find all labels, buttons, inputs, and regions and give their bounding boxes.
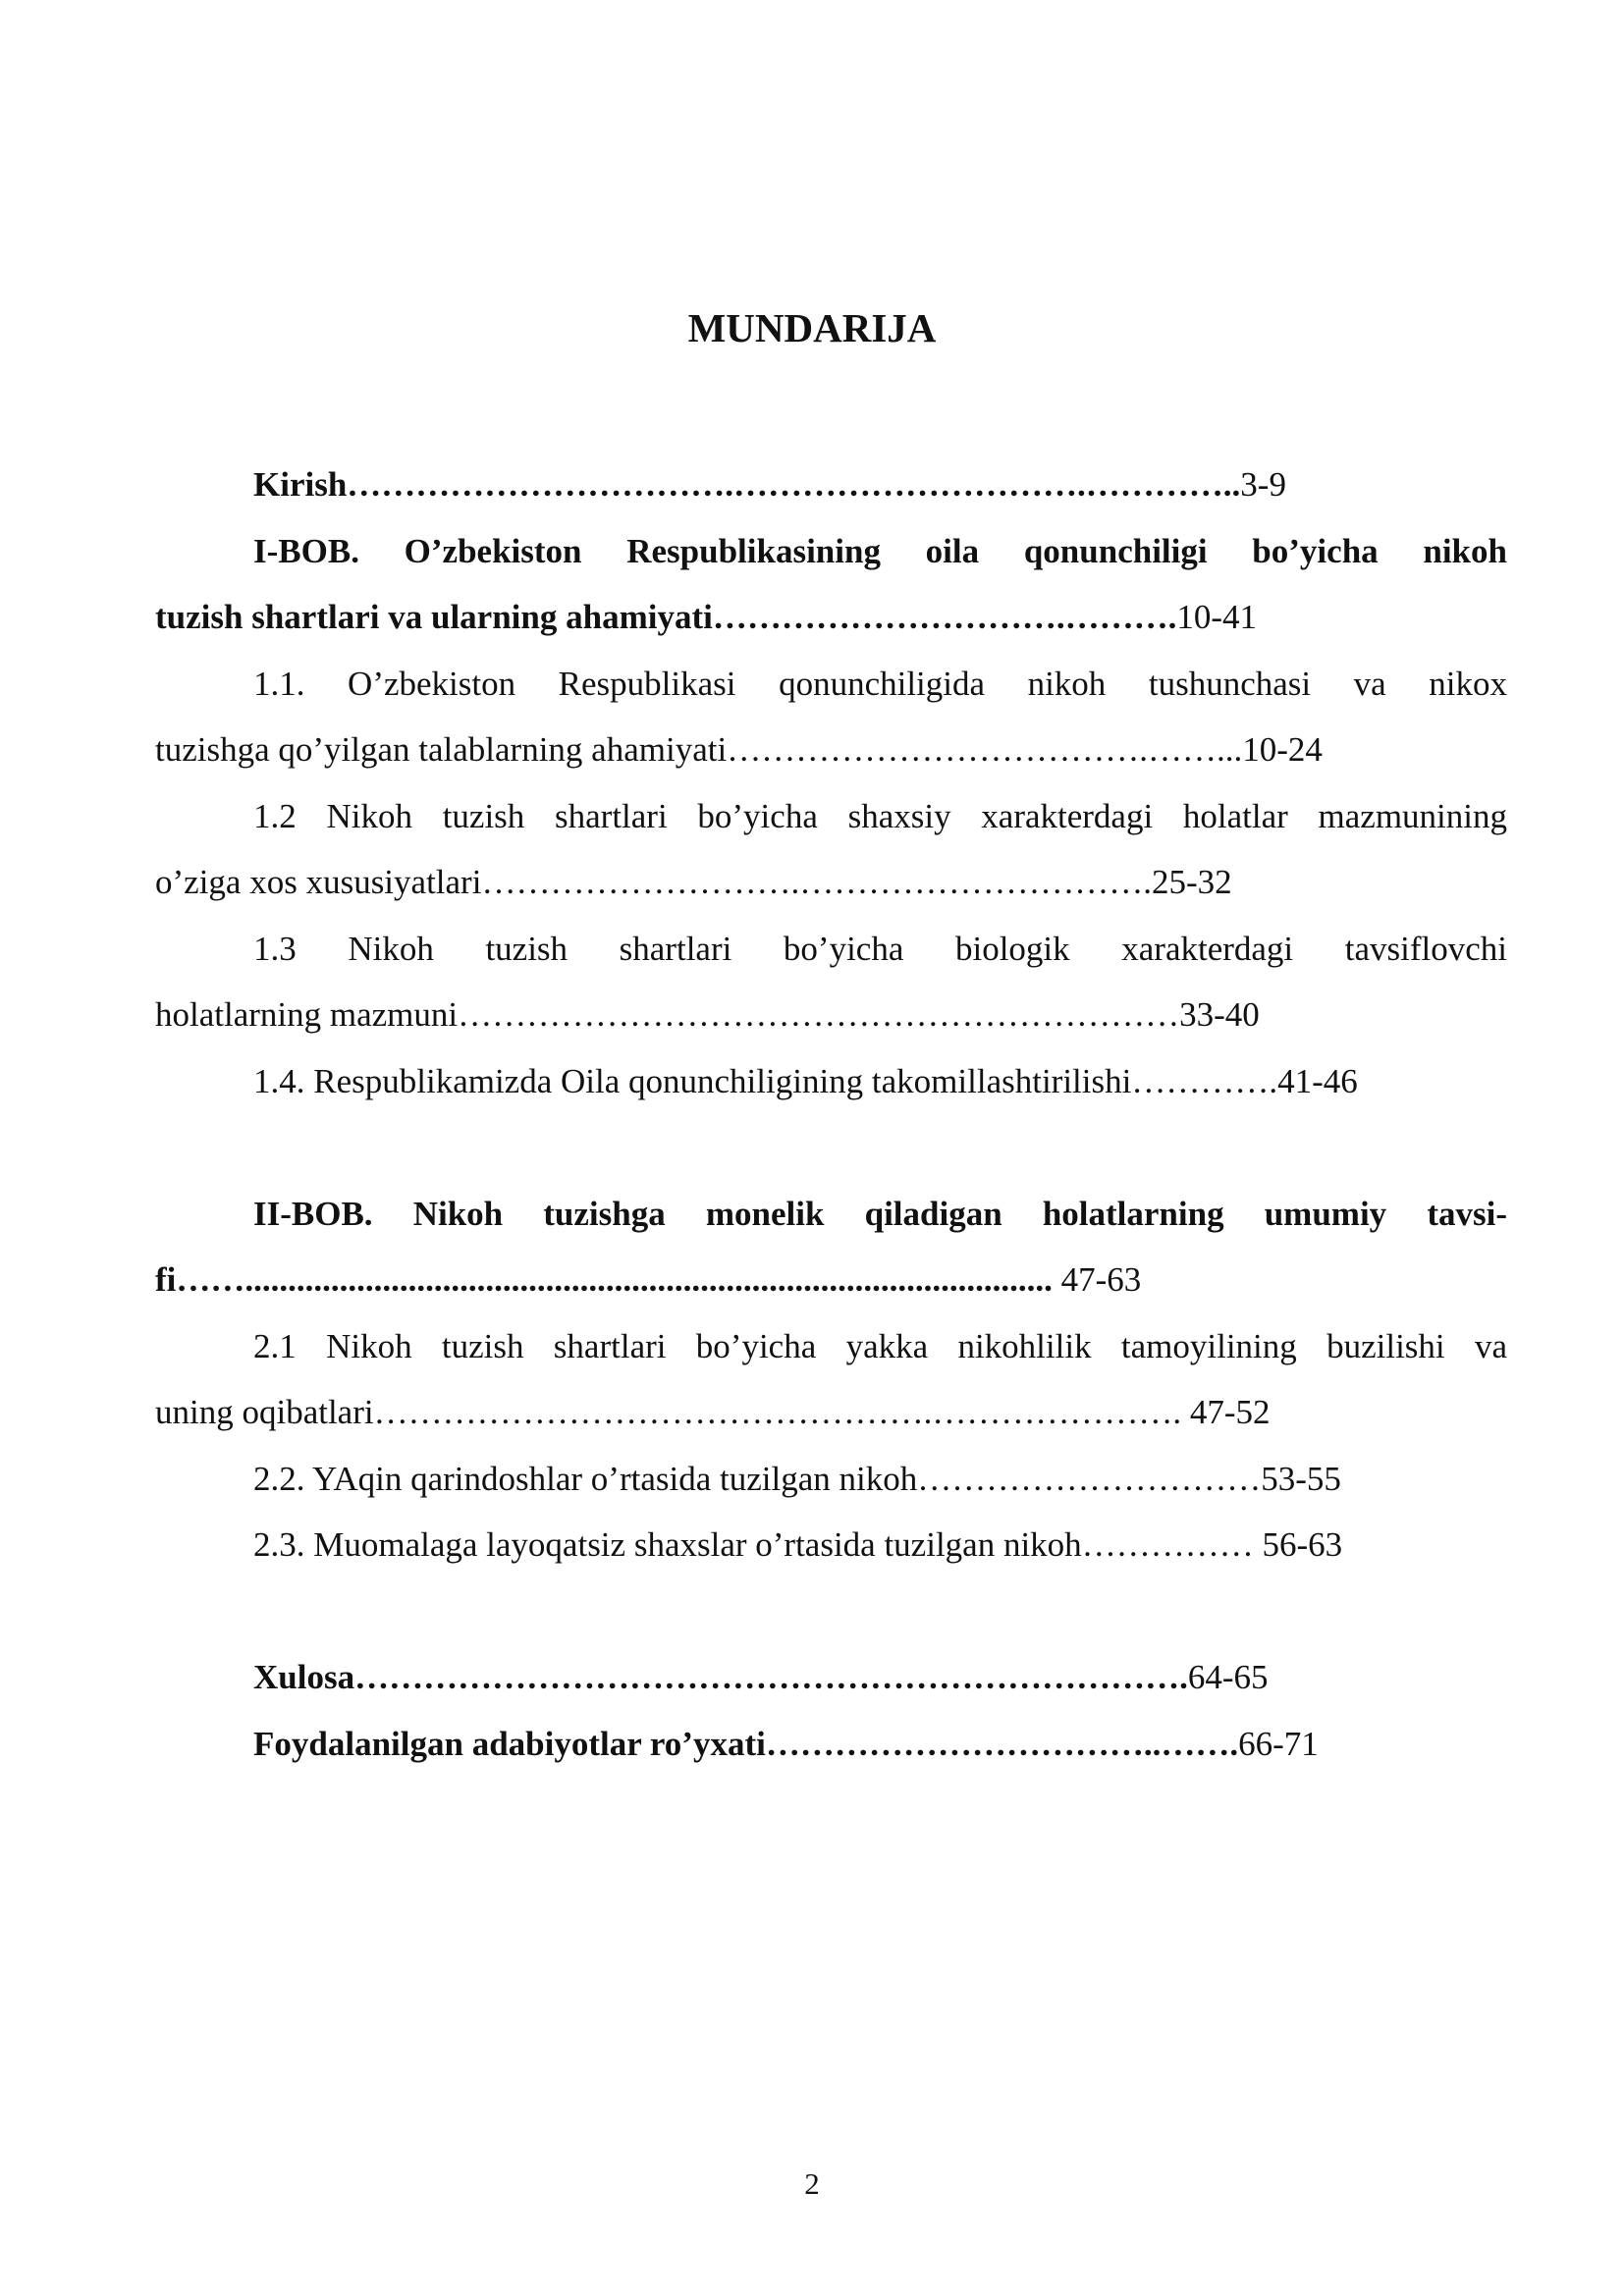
toc-page-range: 47-52	[1181, 1393, 1271, 1431]
toc-entry-section-1-3-line-1: 1.3 Nikoh tuzish shartlari bo’yicha biologik xarakterdagi tavsiflovchi	[253, 929, 1507, 968]
toc-entry-label: fi	[155, 1260, 177, 1299]
toc-entry-section-1-1-line-1: 1.1. O’zbekiston Respublikasi qonunchiligida nikoh tushunchasi va nikox	[253, 664, 1507, 703]
page-title: MUNDARIJA	[687, 305, 937, 350]
toc-leader-dots: ………………………………………….………………….	[373, 1393, 1182, 1431]
toc-entry-label: Kirish	[253, 465, 348, 504]
toc-entry-label: tuzishga qo’yilgan talablarning ahamiyati	[155, 730, 728, 769]
toc-page-range: 33-40	[1179, 995, 1260, 1034]
toc-entry-section-1-2-line-2	[155, 849, 1507, 916]
toc-entry-label: 2.3. Muomalaga layoqatsiz shaxslar o’rtasida tuzilgan nikoh	[253, 1525, 1082, 1564]
toc-page-range: ..10-24	[1224, 730, 1323, 769]
toc-entry-chapter-2-line-1: II-BOB. Nikoh tuzishga monelik qiladigan holatlarning umumiy tavsi-	[253, 1194, 1507, 1233]
spacer	[155, 1578, 1507, 1645]
toc-page-range: 64-65	[1187, 1658, 1269, 1696]
toc-entry-chapter-1-line-2	[155, 584, 1507, 651]
toc-leader-dots: ……………………….………………………….	[481, 863, 1152, 901]
toc-leader-dots: ………………………………………………………	[458, 995, 1180, 1034]
toc-page-range: 47-63	[1052, 1260, 1142, 1299]
toc-leader-dots: …………………………….………………………….…………..	[347, 465, 1241, 504]
toc-page-range: 56-63	[1262, 1525, 1343, 1564]
toc-entry-section-1-4	[155, 1048, 1507, 1115]
toc-entry-label: Foydalanilgan adabiyotlar ro’yxati	[253, 1724, 766, 1763]
toc-page-range: 3-9	[1240, 465, 1286, 504]
toc-page-range: 66-71	[1238, 1724, 1319, 1763]
table-of-contents	[155, 452, 1507, 1777]
toc-page-range: 25-32	[1151, 863, 1232, 901]
toc-entry-label: tuzish shartlari va ularning ahamiyati	[155, 598, 713, 636]
toc-entry-section-2-2	[155, 1446, 1507, 1513]
toc-entry-label: Xulosa	[253, 1658, 355, 1696]
toc-leader-dots: ………….	[1131, 1061, 1278, 1100]
toc-leader-dots: ……………………………….…….	[727, 730, 1225, 769]
toc-leader-dots: ……………………………..…….	[765, 1724, 1239, 1763]
toc-entry-section-1-2-line-1: 1.2 Nikoh tuzish shartlari bo’yicha shaxsiy xarakterdagi holatlar mazmunining	[253, 796, 1507, 835]
page-number: 2	[804, 2166, 820, 2201]
toc-entry-label: holatlarning mazmuni	[155, 995, 459, 1034]
toc-entry-references	[155, 1711, 1507, 1778]
toc-entry-label: uning oqibatlari	[155, 1393, 374, 1431]
toc-leader-dots: ……………………………………………………………….	[354, 1658, 1188, 1696]
toc-entry-label: o’ziga xos xususiyatlari	[155, 863, 482, 901]
toc-entry-section-2-1-line-1: 2.1 Nikoh tuzish shartlari bo’yicha yakka nikohlilik tamoyilining buzilishi va	[253, 1326, 1507, 1365]
toc-entry-intro	[155, 452, 1507, 518]
toc-entry-label: 1.4. Respublikamizda Oila qonunchiligining takomillashtirilishi	[253, 1061, 1132, 1100]
toc-leader-dots: ………………………….……….	[712, 598, 1177, 636]
toc-entry-label: 2.2. YAqin qarindoshlar o’rtasida tuzilgan nikoh	[253, 1459, 918, 1498]
toc-page-range: 53-55	[1261, 1459, 1341, 1498]
toc-entry-section-1-1-line-2	[155, 717, 1507, 783]
toc-page-range: 41-46	[1277, 1061, 1358, 1100]
toc-leader-dots: ……………	[1081, 1525, 1263, 1564]
toc-entry-section-1-3-line-2	[155, 982, 1507, 1048]
toc-entry-chapter-2-line-2	[155, 1247, 1507, 1313]
toc-entry-conclusion	[155, 1644, 1507, 1711]
toc-leader-dots: …………………………	[917, 1459, 1262, 1498]
toc-page-range: 10-41	[1176, 598, 1257, 636]
toc-leader-dots: ……..............................................................................................	[176, 1260, 1053, 1299]
toc-entry-section-2-3	[155, 1512, 1507, 1578]
toc-entry-chapter-1-line-1: I-BOB. O’zbekiston Respublikasining oila qonunchiligi bo’yicha nikoh	[253, 531, 1507, 570]
spacer	[155, 1114, 1507, 1181]
toc-entry-section-2-1-line-2	[155, 1379, 1507, 1446]
